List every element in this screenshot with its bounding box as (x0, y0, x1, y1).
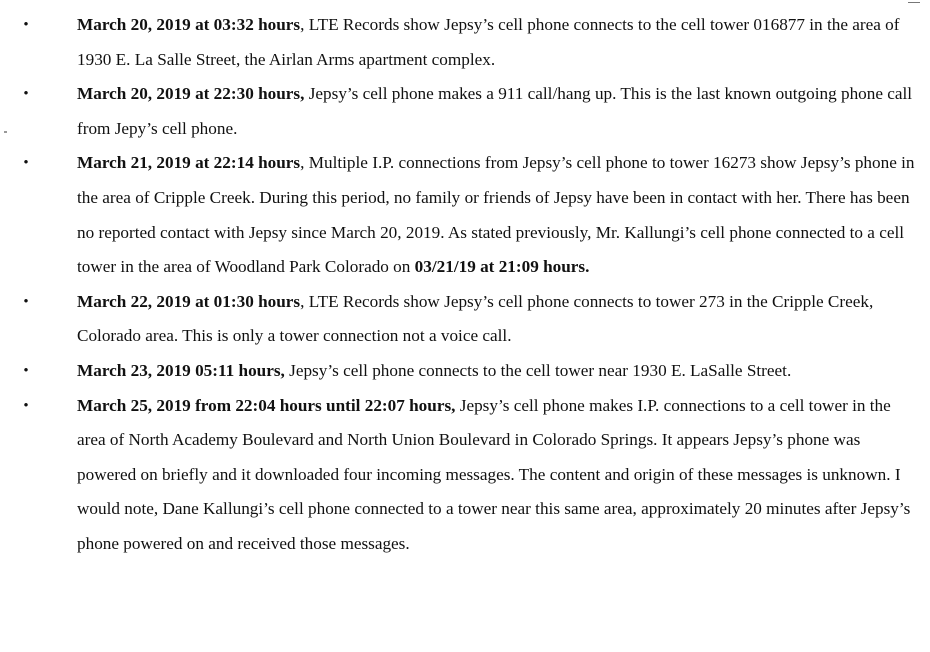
entry-date-lead: March 25, 2019 from 22:04 hours until 22:07 hours, (77, 395, 456, 415)
bullet-icon: • (23, 17, 29, 33)
timeline-entry (0, 389, 930, 562)
scan-artifact-top (908, 0, 920, 3)
entry-text: Jepsy’s cell phone makes I.P. connections to a cell tower in the area of North Academy Boulevard and North Union Boulevard in Colorado Springs. It appears Jepsy’s phone was powered on briefly and it downloaded four incoming messages. The content and origin of these messages is unknown. I would note, Dane Kallungi’s cell phone connected to a tower near this same area, approximately 20 minutes after Jepsy’s phone powered on and received those messages. (77, 395, 911, 553)
timeline-entry (0, 146, 930, 284)
bullet-icon: • (23, 397, 29, 414)
entry-bold-tail: 03/21/19 at 21:09 hours. (414, 257, 590, 277)
timeline-entry (0, 77, 930, 146)
bullet-icon: • (23, 86, 29, 103)
timeline-entry (0, 285, 930, 354)
entry-date-lead: March 20, 2019 at 22:30 hours, (77, 84, 305, 104)
entry-text: , LTE Records show Jepsy’s cell phone connects to tower 273 in the Cripple Creek, Colorado area. This is only a tower connection not a voice call. (77, 291, 874, 346)
entry-text: Jepsy’s cell phone connects to the cell tower near 1930 E. LaSalle Street. (284, 360, 792, 380)
timeline-bullet-list (0, 8, 930, 562)
bullet-icon: • (23, 155, 29, 172)
entry-text: Jepsy’s cell phone makes a 911 call/hang up. This is the last known outgoing phone call from Jepy’s cell phone. (77, 84, 913, 138)
bullet-icon: • (23, 293, 29, 310)
entry-date-lead: March 22, 2019 at 01:30 hours (77, 291, 301, 311)
entry-date-lead: March 23, 2019 05:11 hours, (77, 360, 285, 380)
entry-text: , LTE Records show Jepsy’s cell phone connects to the cell tower 016877 in the area of 1930 E. La Salle Street, the Airlan Arms apartment complex. (77, 15, 900, 69)
entry-date-lead: March 20, 2019 at 03:32 hours (77, 15, 301, 34)
timeline-entry (0, 354, 930, 389)
entry-text: , Multiple I.P. connections from Jepsy’s cell phone to tower 16273 show Jepsy’s phone in the area of Cripple Creek. During this period, no family or friends of Jepsy have been in contact with her. There has been no reported contact with Jepsy since March 20, 2019. As stated previously, Mr. Kallungi’s cell phone connected to a cell tower in the area of Woodland Park Colorado on (77, 153, 915, 277)
timeline-entry (0, 8, 930, 77)
bullet-icon: • (23, 362, 29, 379)
entry-date-lead: March 21, 2019 at 22:14 hours (77, 153, 301, 173)
